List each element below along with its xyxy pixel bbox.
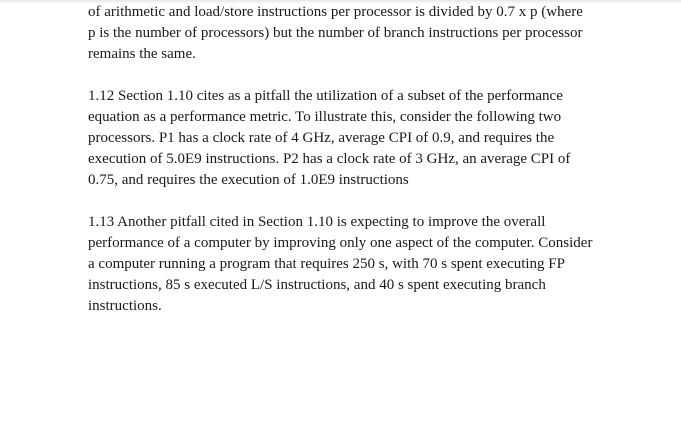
text-line: a computer running a program that requires 250 s, with 70 s spent executing FP [88,256,565,272]
document-body [88,2,648,338]
text-line: 0.75, and requires the execution of 1.0E9 instructions [88,172,409,188]
text-line: equation as a performance metric. To illustrate this, consider the following two [88,109,562,125]
text-line: execution of 5.0E9 instructions. P2 has a clock rate of 3 GHz, an average CPI of [88,151,571,167]
text-line: of arithmetic and load/store instructions per processor is divided by 0.7 x p (where [88,4,583,20]
text-line: 1.13 Another pitfall cited in Section 1.10 is expecting to improve the overall [88,214,546,230]
text-line: instructions, 85 s executed L/S instructions, and 40 s spent executing branch [88,277,546,293]
paragraph-exercise-1-12 [88,86,648,191]
paragraph-continuation [88,2,648,65]
text-line: instructions. [88,298,162,314]
text-line: processors. P1 has a clock rate of 4 GHz, average CPI of 0.9, and requires the [88,130,555,146]
text-line: performance of a computer by improving only one aspect of the computer. Consider [88,235,593,251]
text-line: p is the number of processors) but the number of branch instructions per processor [88,25,583,41]
paragraph-exercise-1-13 [88,212,648,317]
text-line: remains the same. [88,46,196,62]
text-line: 1.12 Section 1.10 cites as a pitfall the utilization of a subset of the performance [88,88,563,104]
